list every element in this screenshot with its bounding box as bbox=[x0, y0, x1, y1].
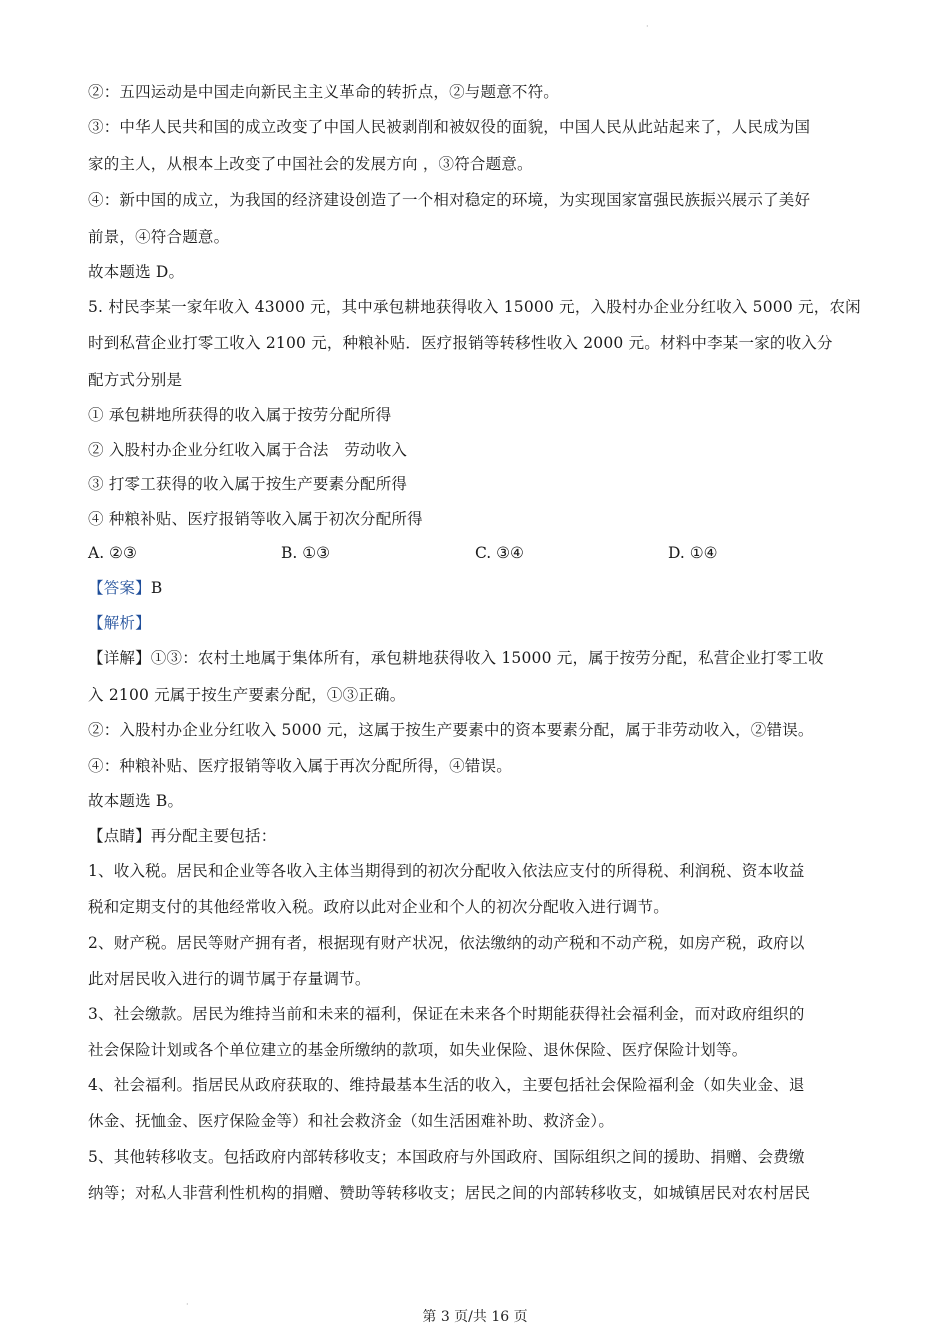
detail-line: 入 2100 元属于按生产要素分配，①③正确。 bbox=[88, 686, 406, 704]
tip-line: 纳等；对私人非营利性机构的捐赠、赞助等转移收支；居民之间的内部转移收支，如城镇居民对农村居民 bbox=[88, 1184, 811, 1202]
scan-dot: · bbox=[646, 22, 649, 31]
tip-line: 此对居民收入进行的调节属于存量调节。 bbox=[88, 970, 371, 988]
answer-tag: 【答案】 bbox=[88, 579, 151, 597]
tip-line: 休金、抚恤金、医疗保险金等）和社会救济金（如生活困难补助、救济金）。 bbox=[88, 1112, 615, 1130]
question-5-line: 配方式分别是 bbox=[88, 371, 183, 389]
detail-line: 故本题选 B。 bbox=[88, 792, 184, 810]
answer-line bbox=[88, 578, 162, 598]
text-line: ②：五四运动是中国走向新民主主义革命的转折点，②与题意不符。 bbox=[88, 83, 560, 101]
scan-dot: · bbox=[186, 1300, 189, 1309]
page-footer: 第 3 页/共 16 页 bbox=[422, 1309, 528, 1325]
answer-value: B bbox=[150, 579, 163, 597]
tip-line: 4、社会福利。指居民从政府获取的、维持最基本生活的收入，主要包括社会保险福利金（如失业金、退 bbox=[88, 1076, 805, 1094]
text-line: ③：中华人民共和国的成立改变了中国人民被剥削和被奴役的面貌，中国人民从此站起来了，人民成为国 bbox=[88, 118, 811, 136]
question-5-line: 5. 村民李某一家年收入 43000 元，其中承包耕地获得收入 15000 元，入股村办企业分红收入 5000 元，农闲 bbox=[88, 298, 861, 316]
text-line: 故本题选 D。 bbox=[88, 263, 185, 281]
option-d: D. ①④ bbox=[668, 544, 718, 562]
tip-heading: 【点睛】再分配主要包括： bbox=[88, 827, 277, 845]
option-c: C. ③④ bbox=[475, 544, 524, 562]
analysis-tag: 【解析】 bbox=[88, 614, 151, 632]
question-5-line: 时到私营企业打零工收入 2100 元，种粮补贴．医疗报销等转移性收入 2000 元。材料中李某一家的收入分 bbox=[88, 334, 833, 352]
text-line: 家的主人，从根本上改变了中国社会的发展方向 ，③符合题意。 bbox=[88, 155, 533, 173]
tip-line: 社会保险计划或各个单位建立的基金所缴纳的款项，如失业保险、退休保险、医疗保险计划等。 bbox=[88, 1041, 748, 1059]
statement-4: ④ 种粮补贴、医疗报销等收入属于初次分配所得 bbox=[88, 510, 423, 528]
statement-3: ③ 打零工获得的收入属于按生产要素分配所得 bbox=[88, 475, 408, 493]
detail-line: ②：入股村办企业分红收入 5000 元，这属于按生产要素中的资本要素分配，属于非劳动收入，②错误。 bbox=[88, 721, 814, 739]
tip-line: 3、社会缴款。居民为维持当前和未来的福利，保证在未来各个时期能获得社会福利金，而对政府组织的 bbox=[88, 1005, 805, 1023]
statement-1: ① 承包耕地所获得的收入属于按劳分配所得 bbox=[88, 406, 392, 424]
text-line: ④：新中国的成立，为我国的经济建设创造了一个相对稳定的环境，为实现国家富强民族振兴展示了美好 bbox=[88, 191, 811, 209]
text-line: 前景，④符合题意。 bbox=[88, 228, 230, 246]
tip-line: 税和定期支付的其他经常收入税。政府以此对企业和个人的初次分配收入进行调节。 bbox=[88, 898, 669, 916]
detail-line: ④：种粮补贴、医疗报销等收入属于再次分配所得，④错误。 bbox=[88, 757, 512, 775]
detail-line: 【详解】①③：农村土地属于集体所有，承包耕地获得收入 15000 元，属于按劳分配，私营企业打零工收 bbox=[88, 649, 824, 667]
option-b: B. ①③ bbox=[281, 544, 331, 562]
tip-line: 5、其他转移收支。包括政府内部转移收支；本国政府与外国政府、国际组织之间的援助、捐赠、会费缴 bbox=[88, 1148, 805, 1166]
tip-line: 2、财产税。居民等财产拥有者，根据现有财产状况，依法缴纳的动产税和不动产税，如房产税，政府以 bbox=[88, 934, 805, 952]
option-a: A. ②③ bbox=[88, 544, 137, 562]
tip-line: 1、收入税。居民和企业等各收入主体当期得到的初次分配收入依法应支付的所得税、利润税、资本收益 bbox=[88, 862, 805, 880]
statement-2: ② 入股村办企业分红收入属于合法 劳动收入 bbox=[88, 441, 408, 459]
